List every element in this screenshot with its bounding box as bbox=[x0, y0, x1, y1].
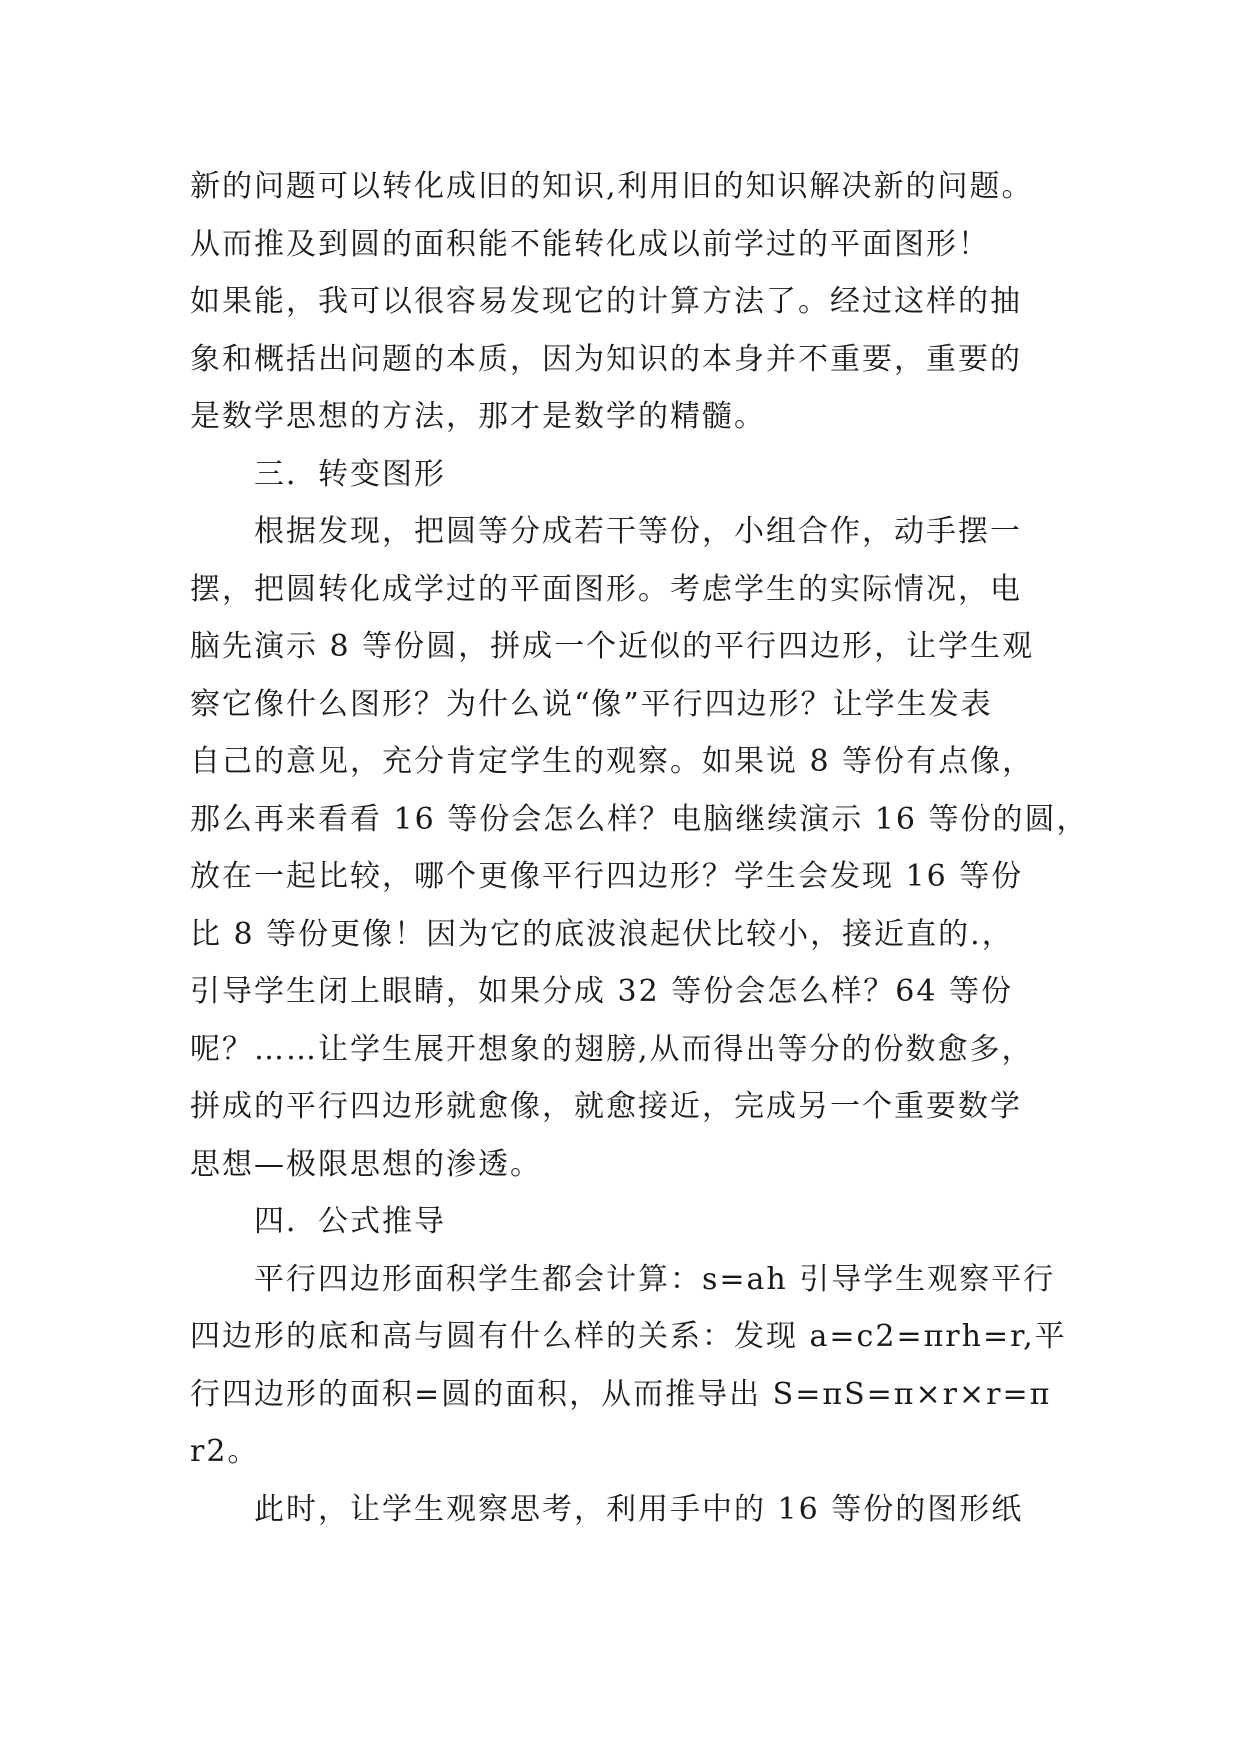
section-heading-4: 四．公式推导 bbox=[254, 1204, 446, 1239]
document-body bbox=[190, 158, 1089, 1538]
text-line: 察它像什么图形？为什么说“像”平行四边形？让学生发表 bbox=[190, 686, 993, 722]
text-line: r2。 bbox=[190, 1434, 260, 1469]
text-line: 行四边形的面积=圆的面积，从而推导出 S=πS=π×r×r=π bbox=[190, 1376, 1052, 1412]
text-line: 思想—极限思想的渗透。 bbox=[190, 1146, 542, 1182]
text-line: 自己的意见，充分肯定学生的观察。如果说 8 等份有点像， bbox=[190, 744, 1035, 779]
text-line: 是数学思想的方法，那才是数学的精髓。 bbox=[190, 399, 766, 434]
text-line: 新的问题可以转化成旧的知识,利用旧的知识解决新的问题。 bbox=[190, 169, 1034, 204]
text-line: 四边形的底和高与圆有什么样的关系：发现 a=c2=πrh=r,平 bbox=[190, 1319, 1067, 1354]
text-line: 呢？……让学生展开想象的翅膀,从而得出等分的份数愈多， bbox=[190, 1031, 1034, 1067]
text-line: 放在一起比较，哪个更像平行四边形？学生会发现 16 等份 bbox=[190, 859, 1024, 894]
text-line: 如果能，我可以很容易发现它的计算方法了。经过这样的抽 bbox=[190, 284, 1022, 319]
section-heading-3: 三．转变图形 bbox=[254, 456, 446, 492]
text-line: 从而推及到圆的面积能不能转化成以前学过的平面图形！ bbox=[190, 226, 990, 262]
text-line: 那么再来看看 16 等份会怎么样？电脑继续演示 16 等份的圆， bbox=[190, 801, 1089, 837]
paragraph-start: 平行四边形面积学生都会计算：s=ah 引导学生观察平行 bbox=[254, 1261, 1056, 1297]
paragraph-start: 此时，让学生观察思考，利用手中的 16 等份的图形纸 bbox=[254, 1491, 1024, 1527]
text-line: 象和概括出问题的本质，因为知识的本身并不重要，重要的 bbox=[190, 341, 1022, 377]
text-line: 拼成的平行四边形就愈像，就愈接近，完成另一个重要数学 bbox=[190, 1089, 1022, 1124]
text-line: 摆，把圆转化成学过的平面图形。考虑学生的实际情况，电 bbox=[190, 571, 1022, 607]
text-line: 引导学生闭上眼睛，如果分成 32 等份会怎么样？64 等份 bbox=[190, 974, 1013, 1009]
text-line: 比 8 等份更像！因为它的底波浪起伏比较小，接近直的.， bbox=[190, 916, 1014, 952]
paragraph-start: 根据发现，把圆等分成若干等份，小组合作，动手摆一 bbox=[254, 514, 1022, 549]
text-line: 脑先演示 8 等份圆，拼成一个近似的平行四边形，让学生观 bbox=[190, 629, 1035, 664]
